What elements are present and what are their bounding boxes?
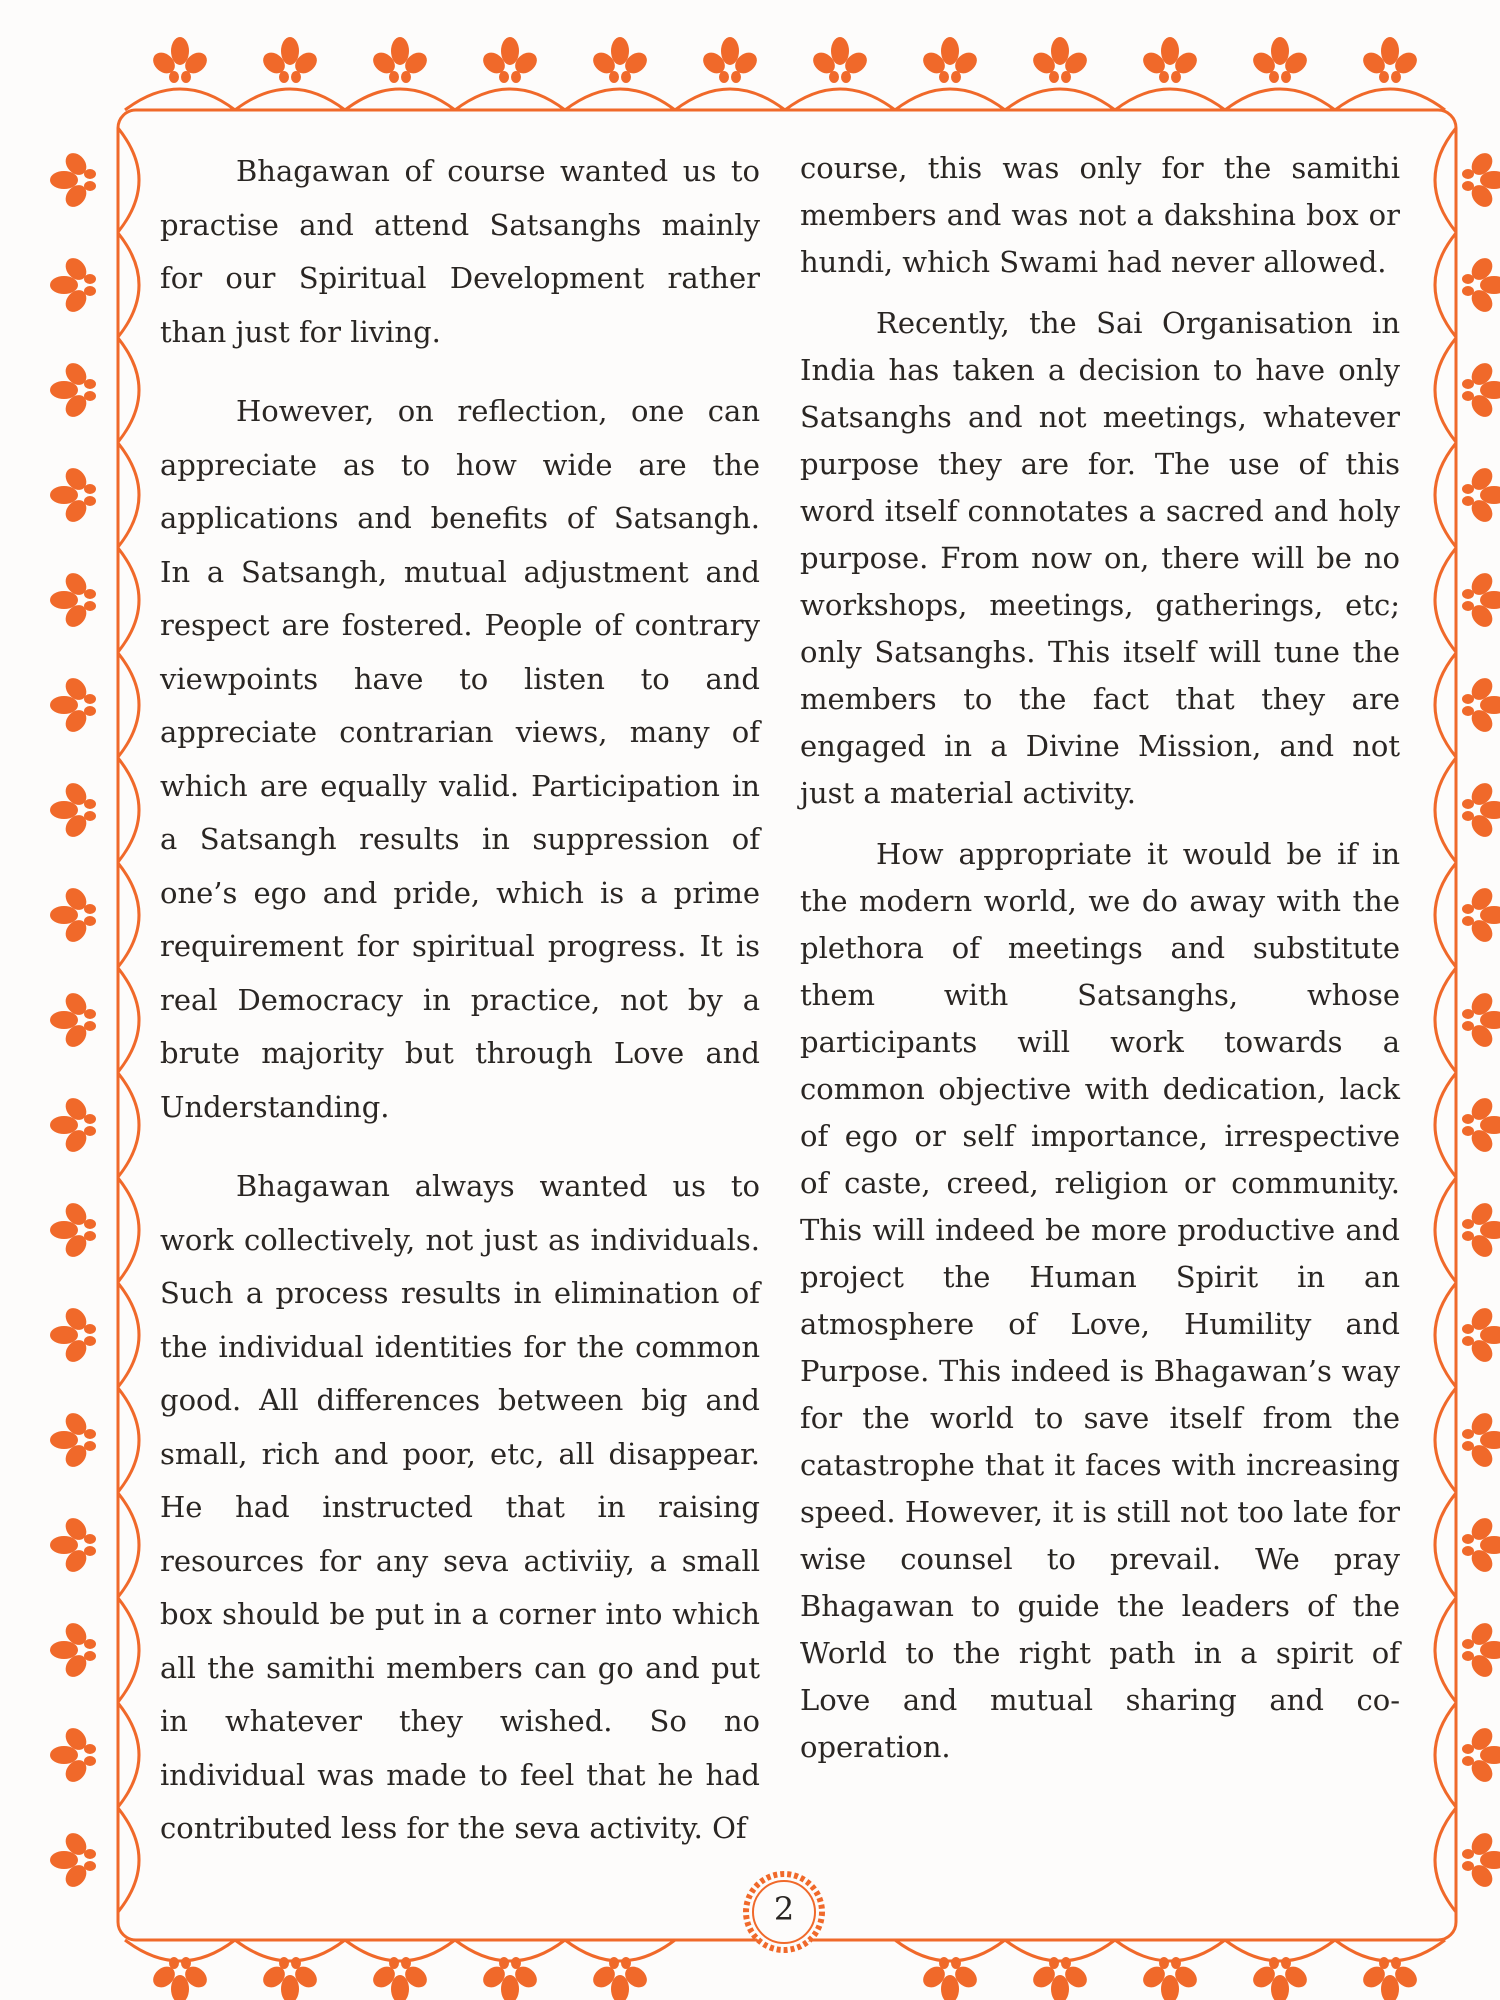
fleur-ornament bbox=[1462, 779, 1500, 841]
border-scallop bbox=[1435, 758, 1456, 862]
fleur-ornament bbox=[1029, 1957, 1091, 2000]
border-scallop bbox=[118, 758, 139, 862]
border-scallop bbox=[1435, 338, 1456, 442]
fleur-ornament bbox=[809, 37, 871, 83]
border-scallop bbox=[1005, 89, 1115, 110]
paragraph: Recently, the Sai Organisation in India has taken a decision to have only Satsanghs and not meetings, whatever purpose they are for. The use of this word itself connotates a sacred and holy purpose. From now on, there will be no workshops, meetings, gatherings, etc; only Satsanghs. This itself will tune the members to the fact that they are engaged in a Divine Mission, and not just a material activity. bbox=[800, 306, 1400, 810]
border-scallop bbox=[1435, 1178, 1456, 1282]
border-scallop bbox=[118, 1598, 139, 1702]
fleur-ornament bbox=[50, 569, 96, 631]
border-scallop bbox=[1225, 89, 1335, 110]
fleur-ornament bbox=[1462, 149, 1500, 211]
border-scallop bbox=[455, 89, 565, 110]
fleur-ornament bbox=[919, 1957, 981, 2000]
fleur-ornament bbox=[479, 1957, 541, 2000]
border-scallop bbox=[125, 1940, 235, 1961]
fleur-ornament bbox=[149, 1957, 211, 2000]
border-scallop bbox=[1335, 1940, 1445, 1961]
border-scallop bbox=[118, 128, 139, 232]
fleur-ornament bbox=[1462, 254, 1500, 316]
border-scallop bbox=[118, 968, 139, 1072]
border-scallop bbox=[118, 1703, 139, 1807]
fleur-ornament bbox=[369, 37, 431, 83]
border-scallop bbox=[1225, 1940, 1335, 1961]
fleur-ornament bbox=[1462, 569, 1500, 631]
border-scallop bbox=[345, 89, 455, 110]
fleur-ornament bbox=[50, 884, 96, 946]
border-scallop bbox=[118, 1493, 139, 1597]
fleur-ornament bbox=[589, 1957, 651, 2000]
fleur-ornament bbox=[50, 1199, 96, 1261]
border-scallop bbox=[1115, 1940, 1225, 1961]
border-scallop bbox=[1435, 443, 1456, 547]
border-scallop bbox=[345, 1940, 455, 1961]
page-number: 2 bbox=[773, 1890, 795, 1928]
fleur-ornament bbox=[699, 37, 761, 83]
border-scallop bbox=[1435, 128, 1456, 232]
paragraph: Bhagawan of course wanted us to practise and attend Satsanghs mainly for our Spiritual Development rather than just for living. bbox=[160, 154, 760, 349]
fleur-ornament bbox=[50, 254, 96, 316]
fleur-ornament bbox=[259, 37, 321, 83]
fleur-ornament bbox=[149, 37, 211, 83]
fleur-ornament bbox=[50, 1094, 96, 1156]
border-scallop bbox=[118, 1283, 139, 1387]
fleur-ornament bbox=[1462, 1619, 1500, 1681]
border-scallop bbox=[125, 89, 235, 110]
border-scallop bbox=[895, 1940, 1005, 1961]
fleur-ornament bbox=[50, 149, 96, 211]
fleur-ornament bbox=[50, 989, 96, 1051]
right-column bbox=[800, 145, 1400, 1785]
fleur-ornament bbox=[50, 1514, 96, 1576]
border-scallop bbox=[1335, 89, 1445, 110]
border-scallop bbox=[1435, 968, 1456, 1072]
fleur-ornament bbox=[1139, 1957, 1201, 2000]
fleur-ornament bbox=[1462, 884, 1500, 946]
fleur-ornament bbox=[50, 779, 96, 841]
border-scallop bbox=[785, 89, 895, 110]
border-scallop bbox=[118, 1808, 139, 1912]
fleur-ornament bbox=[1462, 1094, 1500, 1156]
border-scallop bbox=[1435, 1808, 1456, 1912]
border-scallop bbox=[1435, 1073, 1456, 1177]
fleur-ornament bbox=[50, 464, 96, 526]
fleur-ornament bbox=[1462, 1409, 1500, 1471]
paragraph: Bhagawan always wanted us to work collectively, not just as individuals. Such a process results in elimination of the individual identities for the common good. All differences between big and small, rich and poor, etc, all disappear. He had instructed that in raising resources for any seva activiiy, a small box should be put in a corner into which all the samithi members can go and put in whatever they wished. So no individual was made to feel that he had contributed less for the seva activity. Of bbox=[160, 1169, 760, 1845]
paragraph: How appropriate it would be if in the modern world, we do away with the plethora of meetings and substitute them with Satsanghs, whose participants will work towards a common objective with dedication, lack of ego or self importance, irrespective of caste, creed, religion or community. This will indeed be more productive and project the Human Spirit in an atmosphere of Love, Humility and Purpose. This indeed is Bhagawan’s way for the world to save itself from the catastrophe that it faces with increasing speed. However, it is still not too late for wise counsel to prevail. We pray Bhagawan to guide the leaders of the World to the right path in a spirit of Love and mutual sharing and co-operation. bbox=[800, 837, 1400, 1764]
fleur-ornament bbox=[589, 37, 651, 83]
fleur-ornament bbox=[1139, 37, 1201, 83]
fleur-ornament bbox=[919, 37, 981, 83]
border-scallop bbox=[1435, 548, 1456, 652]
fleur-ornament bbox=[50, 1724, 96, 1786]
border-scallop bbox=[118, 548, 139, 652]
fleur-ornament bbox=[1249, 37, 1311, 83]
border-scallop bbox=[1435, 1493, 1456, 1597]
fleur-ornament bbox=[1462, 1829, 1500, 1891]
fleur-ornament bbox=[1462, 674, 1500, 736]
fleur-ornament bbox=[50, 1619, 96, 1681]
border-scallop bbox=[895, 89, 1005, 110]
border-scallop bbox=[1435, 1283, 1456, 1387]
border-scallop bbox=[1435, 863, 1456, 967]
fleur-ornament bbox=[1462, 464, 1500, 526]
border-scallop bbox=[565, 89, 675, 110]
fleur-ornament bbox=[50, 1409, 96, 1471]
fleur-ornament bbox=[1462, 989, 1500, 1051]
fleur-ornament bbox=[1462, 359, 1500, 421]
border-scallop bbox=[1005, 1940, 1115, 1961]
fleur-ornament bbox=[50, 674, 96, 736]
border-scallop bbox=[118, 1178, 139, 1282]
fleur-ornament bbox=[259, 1957, 321, 2000]
fleur-ornament bbox=[1462, 1514, 1500, 1576]
border-scallop bbox=[118, 863, 139, 967]
border-scallop bbox=[235, 89, 345, 110]
border-scallop bbox=[455, 1940, 565, 1961]
border-scallop bbox=[118, 338, 139, 442]
fleur-ornament bbox=[479, 37, 541, 83]
border-scallop bbox=[1435, 1703, 1456, 1807]
border-scallop bbox=[118, 653, 139, 757]
fleur-ornament bbox=[369, 1957, 431, 2000]
border-scallop bbox=[1435, 233, 1456, 337]
border-scallop bbox=[565, 1940, 675, 1961]
fleur-ornament bbox=[1359, 37, 1421, 83]
border-scallop bbox=[1435, 1388, 1456, 1492]
fleur-ornament bbox=[1359, 1957, 1421, 2000]
border-scallop bbox=[118, 443, 139, 547]
fleur-ornament bbox=[1249, 1957, 1311, 2000]
fleur-ornament bbox=[1462, 1199, 1500, 1261]
fleur-ornament bbox=[1462, 1724, 1500, 1786]
left-column bbox=[160, 145, 760, 1882]
border-scallop bbox=[1435, 1598, 1456, 1702]
paragraph: course, this was only for the samithi members and was not a dakshina box or hundi, which Swami had never allowed. bbox=[800, 151, 1400, 279]
border-scallop bbox=[118, 1073, 139, 1177]
fleur-ornament bbox=[50, 359, 96, 421]
border-scallop bbox=[1115, 89, 1225, 110]
paragraph: However, on reflection, one can appreciate as to how wide are the applications and benefits of Satsangh. In a Satsangh, mutual adjustment and respect are fostered. People of contrary viewpoints have to listen to and appreciate contrarian views, many of which are equally valid. Participation in a Satsangh results in suppression of one’s ego and pride, which is a prime requirement for spiritual progress. It is real Democracy in practice, not by a brute majority but through Love and Understanding. bbox=[160, 394, 760, 1124]
fleur-ornament bbox=[50, 1304, 96, 1366]
border-scallop bbox=[1435, 653, 1456, 757]
border-scallop bbox=[235, 1940, 345, 1961]
fleur-ornament bbox=[1462, 1304, 1500, 1366]
border-scallop bbox=[675, 89, 785, 110]
border-scallop bbox=[118, 233, 139, 337]
border-scallop bbox=[118, 1388, 139, 1492]
fleur-ornament bbox=[1029, 37, 1091, 83]
fleur-ornament bbox=[50, 1829, 96, 1891]
